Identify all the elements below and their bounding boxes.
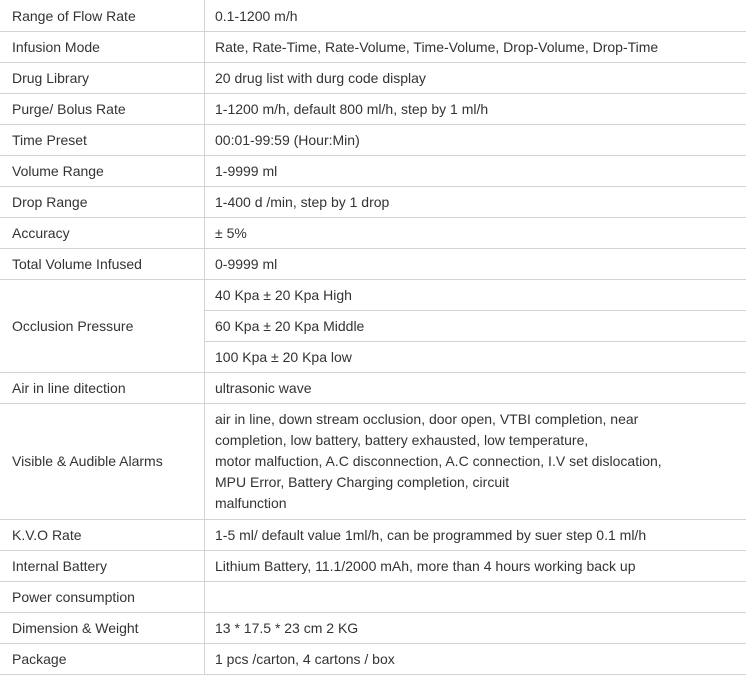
spec-row-drop-range [1, 187, 746, 218]
spec-value: ultrasonic wave [205, 373, 746, 404]
spec-row-flow-rate [1, 1, 746, 32]
spec-row-dimension-weight [1, 613, 746, 644]
spec-label: Volume Range [1, 156, 205, 187]
spec-value: 1-5 ml/ default value 1ml/h, can be programmed by suer step 0.1 ml/h [205, 520, 746, 551]
spec-row-package [1, 644, 746, 675]
spec-label: Infusion Mode [1, 32, 205, 63]
spec-row-infusion-mode [1, 32, 746, 63]
alarm-line: motor malfuction, A.C disconnection, A.C connection, I.V set dislocation, [215, 453, 662, 469]
alarm-line: malfunction [215, 495, 287, 511]
spec-label: Drug Library [1, 63, 205, 94]
spec-row-volume-range [1, 156, 746, 187]
spec-value: 00:01-99:59 (Hour:Min) [205, 125, 746, 156]
spec-row-internal-battery [1, 551, 746, 582]
spec-value: 0.1-1200 m/h [205, 1, 746, 32]
alarm-line: completion, low battery, battery exhausted, low temperature, [215, 432, 589, 448]
alarm-line: air in line, down stream occlusion, door open, VTBI completion, near [215, 411, 639, 427]
spec-value-low: 100 Kpa ± 20 Kpa low [205, 342, 746, 373]
alarm-line: MPU Error, Battery Charging completion, circuit [215, 474, 510, 490]
spec-value: 1-9999 ml [205, 156, 746, 187]
spec-value-high: 40 Kpa ± 20 Kpa High [205, 280, 746, 311]
spec-row-purge-bolus-rate [1, 94, 746, 125]
spec-label: Occlusion Pressure [1, 280, 205, 373]
spec-value: 1-400 d /min, step by 1 drop [205, 187, 746, 218]
spec-value: 20 drug list with durg code display [205, 63, 746, 94]
spec-label: Drop Range [1, 187, 205, 218]
spec-label: Air in line ditection [1, 373, 205, 404]
spec-label: Power consumption [1, 582, 205, 613]
spec-row-occlusion-pressure [1, 280, 746, 311]
spec-label: Accuracy [1, 218, 205, 249]
spec-value: Lithium Battery, 11.1/2000 mAh, more than 4 hours working back up [205, 551, 746, 582]
spec-label: Total Volume Infused [1, 249, 205, 280]
spec-label: Time Preset [1, 125, 205, 156]
spec-value: 0-9999 ml [205, 249, 746, 280]
spec-label: K.V.O Rate [1, 520, 205, 551]
spec-label: Dimension & Weight [1, 613, 205, 644]
spec-label: Internal Battery [1, 551, 205, 582]
spec-row-kvo-rate [1, 520, 746, 551]
spec-row-time-preset [1, 125, 746, 156]
spec-row-drug-library [1, 63, 746, 94]
spec-value: 13 * 17.5 * 23 cm 2 KG [205, 613, 746, 644]
spec-row-total-volume-infused [1, 249, 746, 280]
spec-label: Purge/ Bolus Rate [1, 94, 205, 125]
spec-row-accuracy [1, 218, 746, 249]
spec-label: Package [1, 644, 205, 675]
spec-row-power-consumption [1, 582, 746, 613]
spec-value: Rate, Rate-Time, Rate-Volume, Time-Volume, Drop-Volume, Drop-Time [205, 32, 746, 63]
spec-value-alarms [205, 404, 746, 520]
spec-value: 1 pcs /carton, 4 cartons / box [205, 644, 746, 675]
spec-value: ± 5% [205, 218, 746, 249]
spec-label: Visible & Audible Alarms [1, 404, 205, 520]
spec-row-air-in-line [1, 373, 746, 404]
spec-label: Range of Flow Rate [1, 1, 205, 32]
spec-value-middle: 60 Kpa ± 20 Kpa Middle [205, 311, 746, 342]
spec-row-alarms [1, 404, 746, 520]
spec-value [205, 582, 746, 613]
spec-value: 1-1200 m/h, default 800 ml/h, step by 1 ml/h [205, 94, 746, 125]
